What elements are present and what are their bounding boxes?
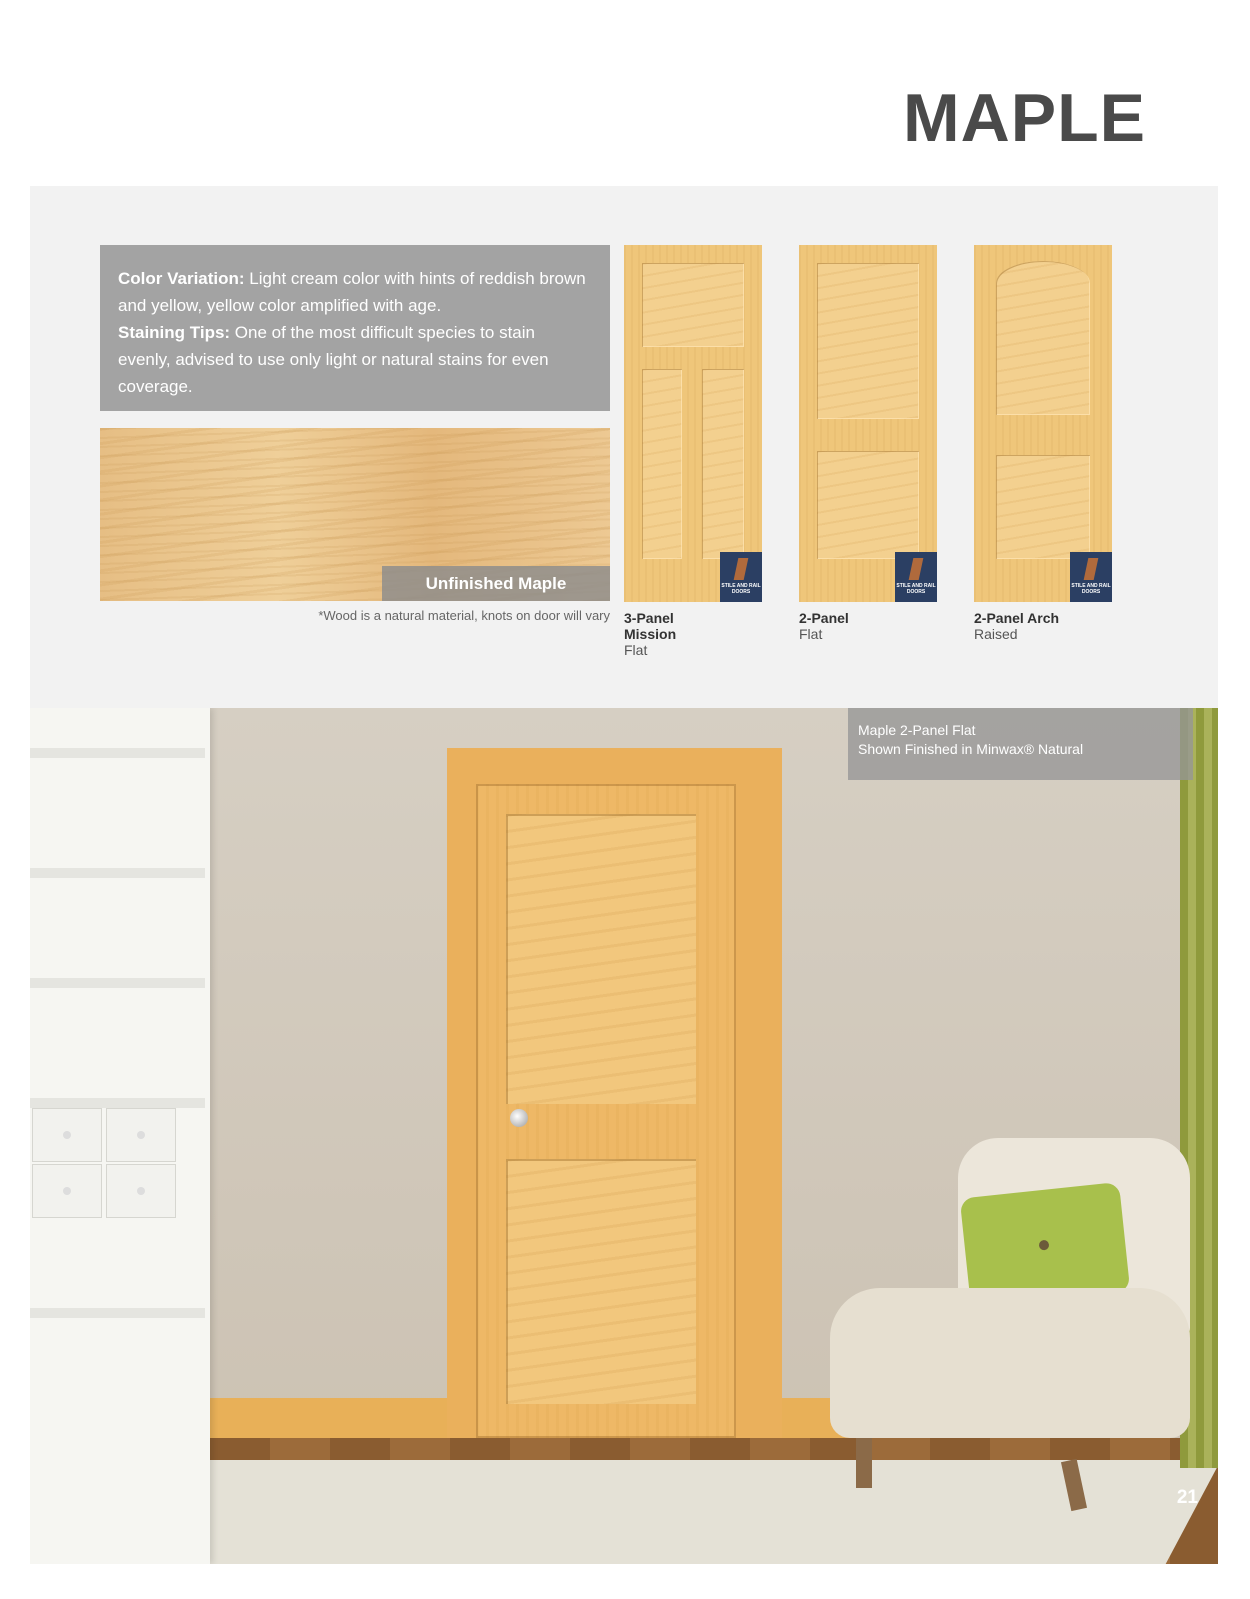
door-name: 2-Panel Arch <box>974 610 1060 626</box>
drawer-knob <box>137 1187 145 1195</box>
stile-rail-icon <box>909 558 924 580</box>
featured-door <box>476 784 736 1438</box>
door-image <box>624 245 762 602</box>
drawer <box>106 1108 176 1162</box>
rug <box>107 1460 1218 1564</box>
door-item-2-panel[interactable] <box>799 245 937 642</box>
door-finish: Raised <box>974 626 1018 642</box>
drawer <box>106 1164 176 1218</box>
door-name-line2: Mission <box>624 626 677 642</box>
badge-text: STILE AND RAIL DOORS <box>896 583 936 595</box>
color-variation-label: Color Variation: <box>118 269 245 288</box>
drawer-knob <box>137 1131 145 1139</box>
door-panel-lower <box>506 1159 696 1404</box>
badge-text: STILE AND RAIL DOORS <box>1071 583 1111 595</box>
stile-and-rail-badge <box>1070 552 1112 602</box>
door-panel <box>702 369 744 559</box>
stile-and-rail-badge <box>720 552 762 602</box>
chair-leg <box>856 1438 872 1488</box>
stile-and-rail-badge <box>895 552 937 602</box>
room-caption <box>848 708 1193 780</box>
door-panel <box>642 263 744 347</box>
door-caption <box>974 610 1112 642</box>
room-caption-line2: Shown Finished in Minwax® Natural <box>858 741 1084 757</box>
door-panel <box>996 455 1090 559</box>
staining-tips-text: One of the most difficult species to stain evenly, advised to use only light or natural stains for even coverage. <box>118 323 549 396</box>
shelf-board <box>30 868 205 878</box>
drawer-knob <box>63 1131 71 1139</box>
room-scene-photo <box>30 708 1218 1564</box>
drawer <box>32 1164 102 1218</box>
page-number: 21 <box>1176 1487 1198 1508</box>
door-item-3-panel-mission[interactable] <box>624 245 762 658</box>
door-panel <box>642 369 682 559</box>
door-finish: Flat <box>624 642 648 658</box>
door-panel <box>817 263 919 419</box>
badge-text: STILE AND RAIL DOORS <box>721 583 761 595</box>
door-image <box>799 245 937 602</box>
door-panel-arch <box>996 261 1090 415</box>
shelf-board <box>30 748 205 758</box>
swatch-label: Unfinished Maple <box>382 566 610 601</box>
door-item-2-panel-arch[interactable] <box>974 245 1112 642</box>
door-caption <box>799 610 937 642</box>
armchair-seat <box>830 1288 1190 1438</box>
room-caption-line1: Maple 2-Panel Flat <box>858 722 976 738</box>
stile-rail-icon <box>734 558 749 580</box>
drawer <box>32 1108 102 1162</box>
doorknob <box>510 1109 528 1127</box>
species-info-box <box>100 245 610 411</box>
staining-tips-label: Staining Tips: <box>118 323 231 342</box>
door-finish: Flat <box>799 626 823 642</box>
page-title: MAPLE <box>903 80 1146 156</box>
door-image <box>974 245 1112 602</box>
bookshelf <box>30 708 210 1564</box>
door-panel <box>817 451 919 559</box>
door-panel-upper <box>506 814 696 1104</box>
door-name: 3-Panel <box>624 610 674 626</box>
door-caption <box>624 610 762 658</box>
stile-rail-icon <box>1084 558 1099 580</box>
wood-swatch-image <box>100 428 610 601</box>
disclaimer: *Wood is a natural material, knots on door will vary <box>318 608 610 623</box>
shelf-board <box>30 1308 205 1318</box>
species-info-panel <box>30 186 1218 708</box>
drawer-knob <box>63 1187 71 1195</box>
door-name: 2-Panel <box>799 610 849 626</box>
shelf-board <box>30 1098 205 1108</box>
color-variation-text: Light cream color with hints of reddish brown and yellow, yellow color amplified with age. <box>118 269 586 315</box>
shelf-board <box>30 978 205 988</box>
pillow-button <box>1039 1240 1050 1251</box>
